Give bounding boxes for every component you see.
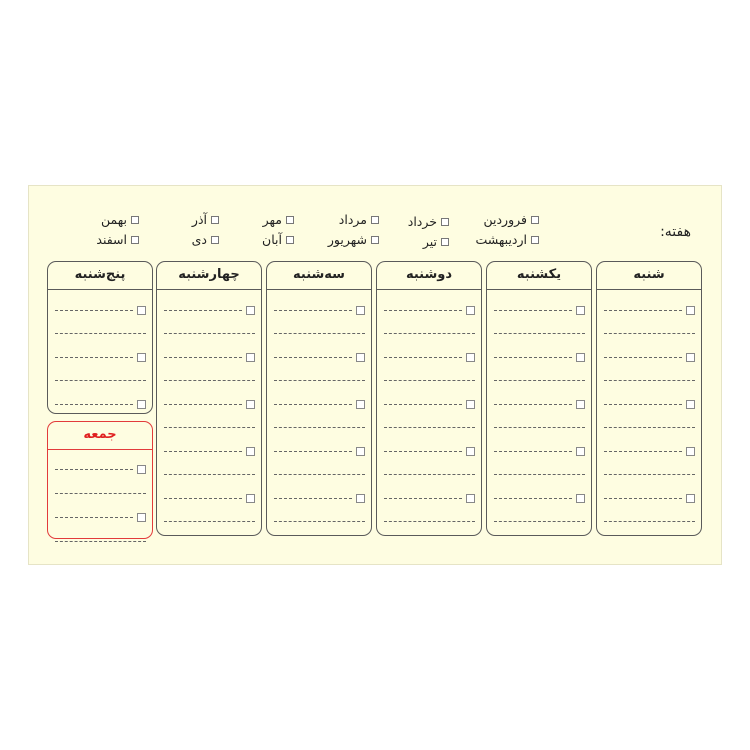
task-write-line[interactable] [164,427,255,428]
task-write-line[interactable] [604,451,682,452]
task-write-line[interactable] [604,498,682,499]
month-option[interactable] [339,212,379,227]
month-label: بهمن [101,212,127,227]
task-write-line[interactable] [274,404,352,405]
header-divider [487,289,591,290]
task-line[interactable] [384,446,475,456]
task-write-line[interactable] [384,474,475,475]
month-checkbox[interactable] [441,218,449,226]
month-label: اسفند [96,232,127,247]
task-line[interactable] [604,423,695,433]
task-checkbox[interactable] [137,400,146,409]
task-checkbox[interactable] [356,353,365,362]
task-write-line[interactable] [604,380,695,381]
task-write-line[interactable] [274,427,365,428]
task-write-line[interactable] [384,357,462,358]
task-line[interactable] [384,470,475,480]
task-line[interactable] [494,399,585,409]
task-checkbox[interactable] [686,400,695,409]
task-write-line[interactable] [274,521,365,522]
month-selector [69,212,539,256]
month-label: فروردین [483,212,527,227]
task-write-line[interactable] [55,469,133,470]
day-column-monday [376,261,482,536]
task-checkbox[interactable] [137,353,146,362]
header-divider [157,289,261,290]
task-write-line[interactable] [494,427,585,428]
task-checkbox[interactable] [137,306,146,315]
task-checkbox[interactable] [466,400,475,409]
month-label: مرداد [338,212,367,227]
task-line[interactable] [274,493,365,503]
task-write-line[interactable] [164,333,255,334]
task-write-line[interactable] [494,310,572,311]
task-write-line[interactable] [274,380,365,381]
month-checkbox[interactable] [531,216,539,224]
day-title: سه‌شنبه [293,267,345,282]
task-checkbox[interactable] [686,306,695,315]
task-checkbox[interactable] [246,400,255,409]
task-line[interactable] [494,305,585,315]
task-write-line[interactable] [55,380,146,381]
task-checkbox[interactable] [356,494,365,503]
task-write-line[interactable] [604,521,695,522]
task-line[interactable] [384,352,475,362]
month-label: آبان [262,232,282,247]
header-divider [48,449,152,450]
task-line[interactable] [494,423,585,433]
task-checkbox[interactable] [356,306,365,315]
task-line[interactable] [274,352,365,362]
task-write-line[interactable] [55,333,146,334]
task-checkbox[interactable] [246,494,255,503]
day-title: پنج‌شنبه [74,267,126,282]
task-write-line[interactable] [604,404,682,405]
task-line[interactable] [494,446,585,456]
month-option[interactable] [328,232,379,247]
header-divider [377,289,481,290]
task-checkbox[interactable] [466,494,475,503]
day-column-saturday [596,261,702,536]
task-line[interactable] [55,464,146,474]
task-checkbox[interactable] [576,494,585,503]
day-column-tuesday [266,261,372,536]
task-line[interactable] [274,305,365,315]
task-line[interactable] [55,399,146,409]
task-checkbox[interactable] [466,306,475,315]
task-checkbox[interactable] [466,447,475,456]
task-write-line[interactable] [384,333,475,334]
week-label: هفته: [660,224,691,240]
task-line[interactable] [384,305,475,315]
day-title: جمعه [83,427,117,442]
task-write-line[interactable] [384,498,462,499]
month-checkbox[interactable] [131,216,139,224]
task-checkbox[interactable] [356,447,365,456]
task-write-line[interactable] [164,474,255,475]
month-checkbox[interactable] [131,236,139,244]
task-line[interactable] [604,352,695,362]
task-write-line[interactable] [604,357,682,358]
task-write-line[interactable] [494,451,572,452]
task-line[interactable] [604,305,695,315]
month-option[interactable] [101,212,139,227]
task-line[interactable] [384,329,475,339]
task-write-line[interactable] [274,333,365,334]
month-option[interactable] [192,212,219,227]
task-write-line[interactable] [164,310,242,311]
month-label: خرداد [407,214,437,229]
task-line[interactable] [384,376,475,386]
task-line[interactable] [55,305,146,315]
task-write-line[interactable] [384,451,462,452]
task-line[interactable] [164,352,255,362]
task-write-line[interactable] [55,541,146,542]
month-option[interactable] [192,232,219,247]
header-divider [48,289,152,290]
header-divider [267,289,371,290]
task-write-line[interactable] [55,517,133,518]
task-write-line[interactable] [384,521,475,522]
task-write-line[interactable] [164,380,255,381]
task-write-line[interactable] [55,493,146,494]
task-write-line[interactable] [494,474,585,475]
task-line[interactable] [604,517,695,527]
month-label: دی [191,232,207,247]
task-line[interactable] [274,470,365,480]
task-line[interactable] [274,446,365,456]
month-checkbox[interactable] [211,236,219,244]
month-label: مهر [262,212,282,227]
task-line[interactable] [604,329,695,339]
task-line[interactable] [494,493,585,503]
task-line[interactable] [274,399,365,409]
task-line[interactable] [604,493,695,503]
task-write-line[interactable] [55,310,133,311]
header-divider [597,289,701,290]
task-checkbox[interactable] [576,400,585,409]
task-line[interactable] [55,376,146,386]
task-write-line[interactable] [274,310,352,311]
task-line[interactable] [494,329,585,339]
task-write-line[interactable] [494,404,572,405]
month-option[interactable] [263,212,294,227]
task-line[interactable] [604,446,695,456]
task-checkbox[interactable] [466,353,475,362]
task-write-line[interactable] [55,357,133,358]
month-checkbox[interactable] [531,236,539,244]
task-write-line[interactable] [494,357,572,358]
month-checkbox[interactable] [371,236,379,244]
task-write-line[interactable] [384,310,462,311]
task-line[interactable] [55,488,146,498]
task-line[interactable] [164,305,255,315]
task-write-line[interactable] [274,357,352,358]
task-write-line[interactable] [274,498,352,499]
weekly-planner-sheet [28,185,722,565]
day-column-sunday [486,261,592,536]
task-write-line[interactable] [164,357,242,358]
task-line[interactable] [274,329,365,339]
month-label: آذر [191,212,207,227]
task-write-line[interactable] [494,380,585,381]
task-write-line[interactable] [164,498,242,499]
month-checkbox[interactable] [286,236,294,244]
task-line[interactable] [164,493,255,503]
month-checkbox[interactable] [286,216,294,224]
task-checkbox[interactable] [686,447,695,456]
task-write-line[interactable] [494,521,585,522]
task-write-line[interactable] [604,474,695,475]
task-checkbox[interactable] [686,494,695,503]
task-checkbox[interactable] [137,465,146,474]
task-checkbox[interactable] [356,400,365,409]
task-write-line[interactable] [494,498,572,499]
task-line[interactable] [494,470,585,480]
month-option[interactable] [96,232,139,247]
task-write-line[interactable] [274,451,352,452]
task-line[interactable] [384,423,475,433]
task-write-line[interactable] [55,404,133,405]
task-line[interactable] [164,399,255,409]
task-line[interactable] [164,470,255,480]
task-line[interactable] [494,376,585,386]
task-line[interactable] [604,399,695,409]
month-checkbox[interactable] [441,238,449,246]
task-line[interactable] [494,352,585,362]
task-line[interactable] [55,512,146,522]
task-line[interactable] [164,446,255,456]
task-checkbox[interactable] [576,447,585,456]
task-line[interactable] [494,517,585,527]
task-line[interactable] [274,423,365,433]
month-option[interactable] [475,232,539,247]
task-write-line[interactable] [164,521,255,522]
day-title: چهارشنبه [178,267,240,282]
task-line[interactable] [604,470,695,480]
day-title: دوشنبه [405,267,453,282]
month-option[interactable] [262,232,294,247]
task-write-line[interactable] [384,380,475,381]
task-line[interactable] [55,536,146,546]
task-write-line[interactable] [164,451,242,452]
task-checkbox[interactable] [137,513,146,522]
month-option[interactable] [408,214,449,229]
task-line[interactable] [384,517,475,527]
task-line[interactable] [55,352,146,362]
task-write-line[interactable] [604,310,682,311]
day-title: یکشنبه [516,267,562,282]
task-checkbox[interactable] [576,353,585,362]
task-write-line[interactable] [274,474,365,475]
task-checkbox[interactable] [246,353,255,362]
month-checkbox[interactable] [371,216,379,224]
task-write-line[interactable] [164,404,242,405]
month-option[interactable] [483,212,539,227]
month-label: اردیبهشت [475,232,527,247]
task-line[interactable] [164,423,255,433]
task-write-line[interactable] [384,427,475,428]
task-checkbox[interactable] [246,447,255,456]
task-line[interactable] [604,376,695,386]
task-write-line[interactable] [604,333,695,334]
task-line[interactable] [274,376,365,386]
month-checkbox[interactable] [211,216,219,224]
task-write-line[interactable] [494,333,585,334]
day-column-wednesday [156,261,262,536]
task-line[interactable] [164,517,255,527]
day-column-thursday [47,261,153,414]
task-line[interactable] [164,376,255,386]
task-checkbox[interactable] [576,306,585,315]
task-line[interactable] [164,329,255,339]
day-column-friday [47,421,153,539]
task-line[interactable] [274,517,365,527]
task-write-line[interactable] [604,427,695,428]
task-line[interactable] [384,493,475,503]
task-write-line[interactable] [384,404,462,405]
task-checkbox[interactable] [246,306,255,315]
task-checkbox[interactable] [686,353,695,362]
month-label: تیر [422,234,437,249]
day-title: شنبه [633,267,665,282]
month-option[interactable] [423,234,449,249]
task-line[interactable] [55,329,146,339]
task-line[interactable] [384,399,475,409]
month-label: شهریور [327,232,367,247]
